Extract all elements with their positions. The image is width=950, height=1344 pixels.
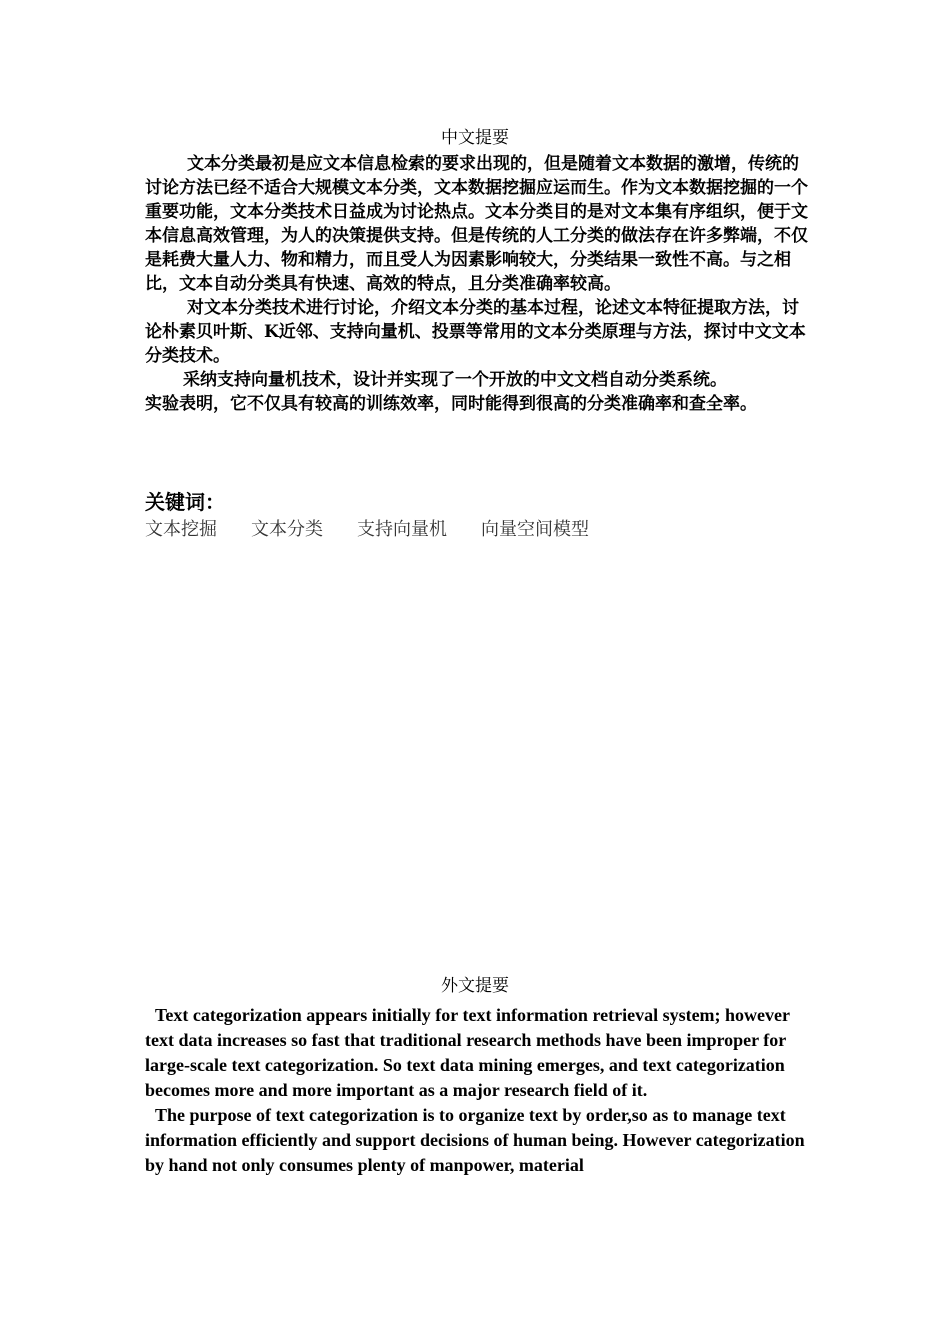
- chinese-abstract-paragraph-4: 实验表明，它不仅具有较高的训练效率，同时能得到很高的分类准确率和查全率。: [145, 394, 757, 414]
- keyword-item: 文本分类: [251, 519, 323, 540]
- keywords-label: 关键词：: [145, 490, 225, 514]
- chinese-abstract-paragraph-3: 采纳支持向量机技术，设计并实现了一个开放的中文文档自动分类系统。: [183, 370, 727, 390]
- english-abstract-paragraph-1: Text categorization appears initially for text information retrieval system; however text data increases so fast that traditional research methods have been improper for large-scale text categorization. So text data mining emerges, and text categorization becomes more and more important as a major research field of it.: [145, 1005, 790, 1100]
- chinese-abstract-title: 中文提要: [441, 128, 509, 148]
- english-abstract-paragraph-2: The purpose of text categorization is to organize text by order,so as to manage text information efficiently and support decisions of human being. However categorization by hand not only consumes plenty of manpower, material: [145, 1105, 805, 1175]
- chinese-abstract-paragraph-2: 对文本分类技术进行讨论，介绍文本分类的基本过程，论述文本特征提取方法，讨论朴素贝叶斯、K近邻、支持向量机、投票等常用的文本分类原理与方法，探讨中文文本分类技术。: [145, 298, 806, 366]
- chinese-abstract-paragraph-1: 文本分类最初是应文本信息检索的要求出现的，但是随着文本数据的激增，传统的讨论方法已经不适合大规模文本分类，文本数据挖掘应运而生。作为文本数据挖掘的一个重要功能，文本分类技术日益成为讨论热点。文本分类目的是对文本集有序组织，便于文本信息高效管理，为人的决策提供支持。但是传统的人工分类的做法存在许多弊端，不仅是耗费大量人力、物和精力，而且受人为因素影响较大，分类结果一致性不高。与之相比，文本自动分类具有快速、高效的特点，且分类准确率较高。: [145, 154, 808, 294]
- english-abstract-title: 外文提要: [441, 976, 509, 996]
- english-abstract-body: [145, 1003, 805, 1178]
- keyword-item: 向量空间模型: [481, 519, 589, 540]
- keyword-item: 支持向量机: [357, 519, 447, 540]
- keywords-list: [145, 517, 589, 543]
- keyword-item: 文本挖掘: [145, 519, 217, 540]
- chinese-abstract-body: [145, 152, 810, 416]
